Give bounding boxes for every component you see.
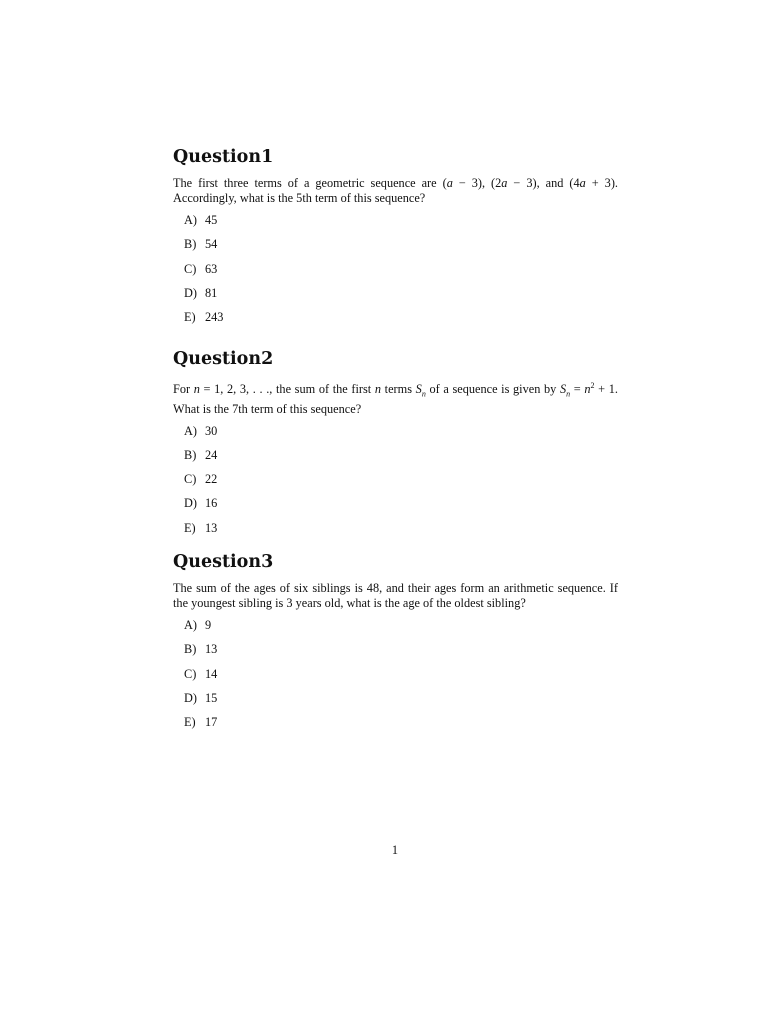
option-letter: E) xyxy=(184,520,196,535)
option-letter: D) xyxy=(184,285,197,300)
option-letter: C) xyxy=(184,472,197,487)
question-text: The sum of the ages of six siblings is 48, and their ages form an arithmetic sequence. If the youngest sibling is 3 years old, what is the age of the oldest sibling? xyxy=(173,581,618,610)
option-value: 14 xyxy=(205,666,218,681)
option-letter: E) xyxy=(184,715,196,730)
option-b xyxy=(184,448,618,463)
option-value: 243 xyxy=(205,310,224,325)
question-title: Question3 xyxy=(173,552,274,572)
option-e xyxy=(184,310,618,325)
option-value: 81 xyxy=(205,285,218,300)
option-value: 30 xyxy=(205,423,218,438)
option-value: 63 xyxy=(205,261,218,276)
question-text: For n = 1, 2, 3, . . ., the sum of the first n terms $S_n$ of a sequence is given by $S_n = n^2 + 1$. What is the 7th term of this sequence? xyxy=(173,381,618,416)
option-c xyxy=(184,262,618,277)
answer-options xyxy=(173,424,618,536)
page-number: 1 xyxy=(391,843,399,857)
option-c xyxy=(184,667,618,682)
option-letter: A) xyxy=(184,423,197,438)
option-value: 15 xyxy=(205,690,218,705)
option-a xyxy=(184,618,618,633)
question-title: Question1 xyxy=(173,147,274,167)
option-value: 13 xyxy=(205,520,218,535)
question-text: The first three terms of a geometric sequence are (a − 3), (2a − 3), and (4a + 3). Accordingly, what is the 5th term of this sequence? xyxy=(173,176,618,205)
option-value: 45 xyxy=(205,213,218,227)
option-letter: B) xyxy=(184,237,197,252)
option-value: 16 xyxy=(205,496,218,511)
option-b xyxy=(184,642,618,657)
option-letter: C) xyxy=(184,261,197,276)
option-a xyxy=(184,424,618,439)
option-b xyxy=(184,237,618,252)
option-d xyxy=(184,691,618,706)
option-value: 9 xyxy=(205,618,212,632)
option-value: 54 xyxy=(205,237,218,252)
option-value: 13 xyxy=(205,642,218,657)
answer-options xyxy=(173,618,618,730)
option-value: 17 xyxy=(205,715,218,730)
question-title: Question2 xyxy=(173,349,274,369)
option-d xyxy=(184,286,618,301)
option-letter: D) xyxy=(184,690,197,705)
option-letter: B) xyxy=(184,447,197,462)
option-letter: E) xyxy=(184,310,196,325)
option-c xyxy=(184,472,618,487)
option-d xyxy=(184,496,618,511)
question-2 xyxy=(173,348,618,545)
option-letter: A) xyxy=(184,618,197,632)
answer-options xyxy=(173,213,618,325)
question-1 xyxy=(173,146,618,334)
option-letter: B) xyxy=(184,642,197,657)
option-letter: C) xyxy=(184,666,197,681)
option-value: 24 xyxy=(205,447,218,462)
option-value: 22 xyxy=(205,472,218,487)
option-letter: D) xyxy=(184,496,197,511)
option-letter: A) xyxy=(184,213,197,227)
option-a xyxy=(184,213,618,228)
option-e xyxy=(184,715,618,730)
option-e xyxy=(184,521,618,536)
question-3 xyxy=(173,551,618,739)
